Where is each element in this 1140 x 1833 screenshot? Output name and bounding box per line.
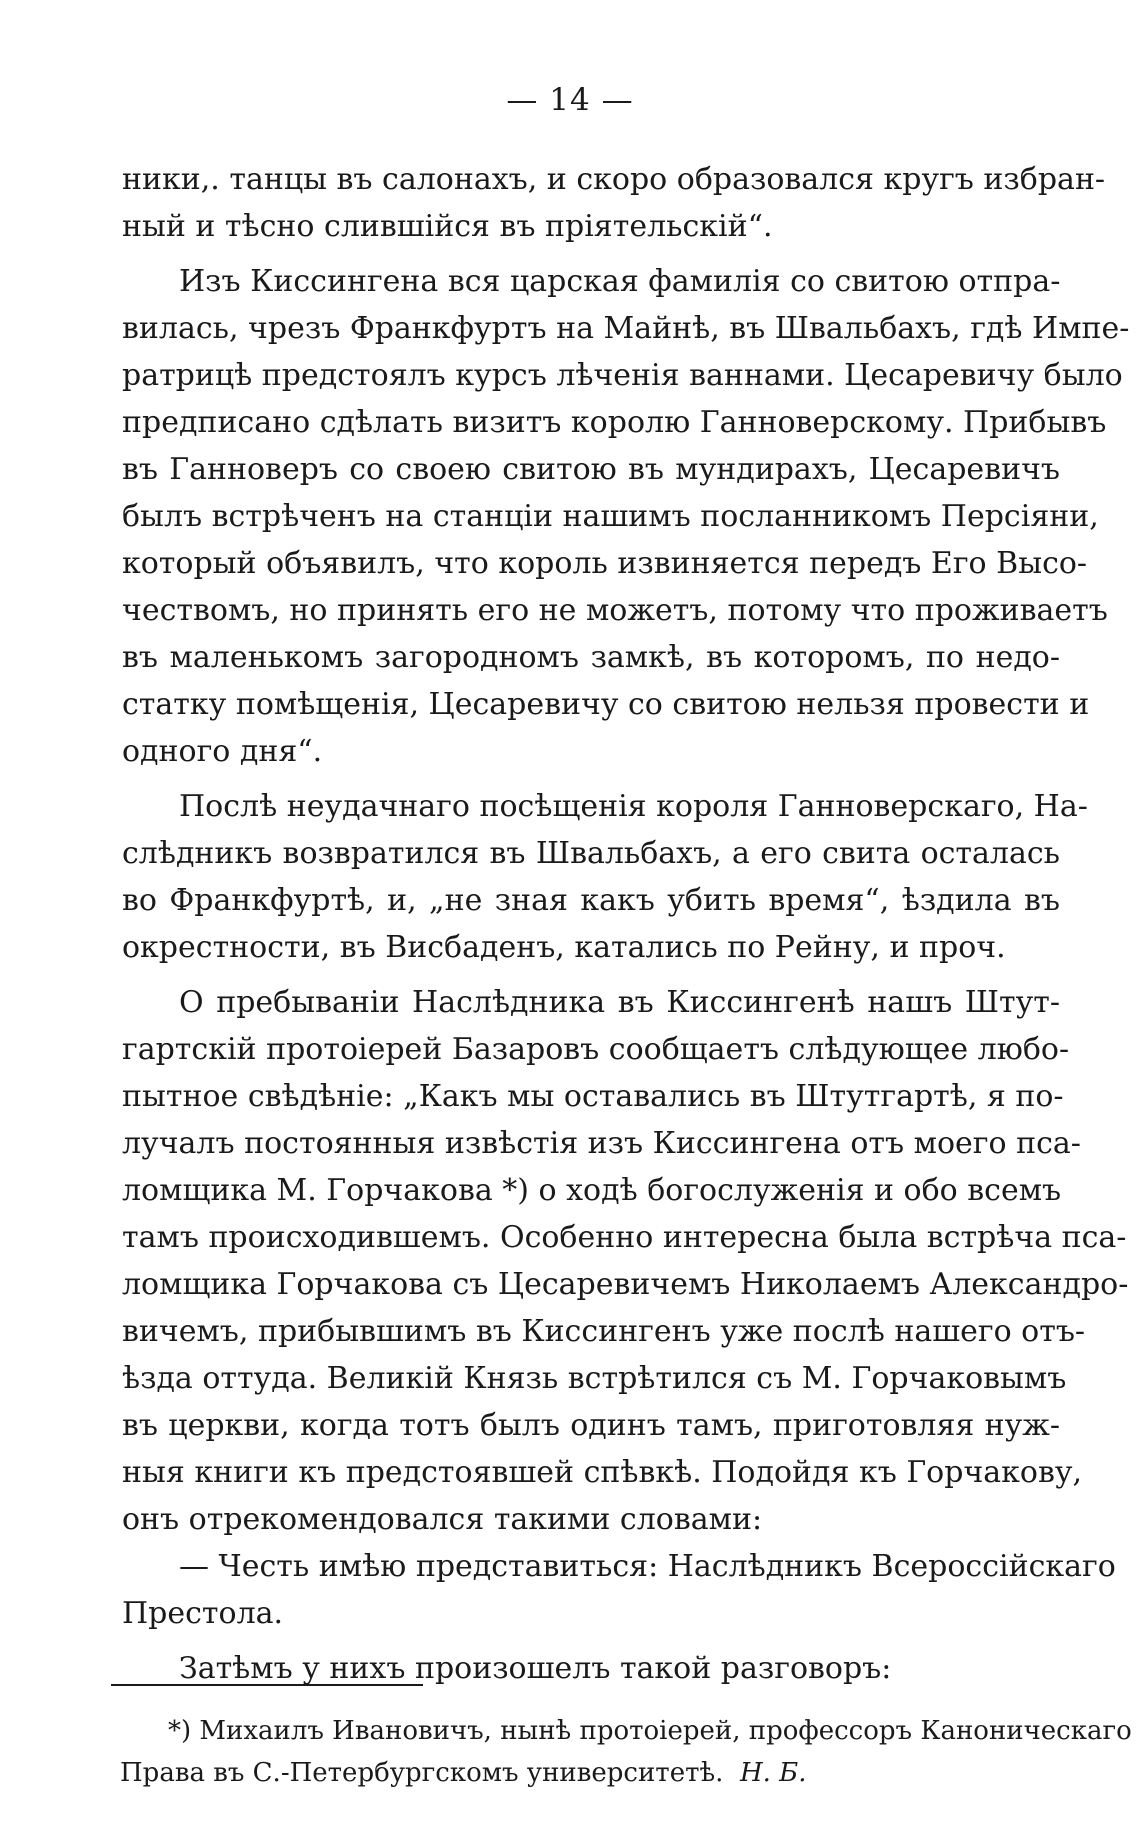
text-line: ныя книги къ предстоявшей спѣвкѣ. Подойдя къ Горчакову,: [122, 1455, 1083, 1490]
footnote-signature: Н. Б.: [739, 1758, 807, 1788]
text-line: который объявилъ, что король извиняется передъ Его Высо-: [122, 546, 1088, 581]
text-line: слѣдникъ возвратился въ Швальбахъ, а его свита осталась: [122, 836, 1060, 871]
text-line: Изъ Киссингена вся царская фамилія со свитою отпра-: [179, 264, 1061, 299]
text-line: Престола.: [122, 1596, 284, 1631]
text-line: во Франкфуртѣ, и, „не зная какъ убить время“, ѣздила въ: [122, 883, 1060, 918]
text-line: ники,. танцы въ салонахъ, и скоро образовался кругъ избран-: [122, 162, 1106, 197]
footnote-text: Права въ С.-Петербургскомъ университетѣ.: [120, 1758, 724, 1788]
page-number: — 14 —: [506, 82, 634, 118]
text-line: въ маленькомъ загородномъ замкѣ, въ которомъ, по недо-: [122, 640, 1060, 675]
footnote: [120, 1710, 1132, 1794]
text-line: предписано сдѣлать визитъ королю Ганноверскому. Прибывъ: [122, 405, 1107, 440]
text-line: въ церкви, когда тотъ былъ одинъ тамъ, приготовляя нуж-: [122, 1408, 1060, 1443]
text-line: ѣзда оттуда. Великій Князь встрѣтился съ М. Горчаковымъ: [122, 1361, 1067, 1396]
text-line: окрестности, въ Висбаденъ, катались по Рейну, и проч.: [122, 930, 1006, 965]
footnote-divider: [111, 1684, 423, 1686]
text-line: гартскій протоіерей Базаровъ сообщаетъ слѣдующее любо-: [122, 1032, 1070, 1067]
text-line: ломщика М. Горчакова *) о ходѣ богослуженія и обо всемъ: [122, 1173, 1062, 1208]
text-line: вилась, чрезъ Франкфуртъ на Майнѣ, въ Швальбахъ, гдѣ Импе-: [122, 311, 1130, 346]
text-line: былъ встрѣченъ на станціи нашимъ посланникомъ Персіяни,: [122, 499, 1099, 534]
text-line: одного дня“.: [122, 734, 323, 769]
text-line: Затѣмъ у нихъ произошелъ такой разговоръ:: [179, 1651, 892, 1686]
main-text: [122, 156, 1130, 1692]
text-line: ный и тѣсно слившійся въ пріятельскій“.: [122, 209, 773, 244]
text-line: — Честь имѣю представиться: Наслѣдникъ Всероссійскаго: [179, 1549, 1116, 1584]
text-line: ломщика Горчакова съ Цесаревичемъ Николаемъ Александро-: [122, 1267, 1129, 1302]
text-line: Послѣ неудачнаго посѣщенія короля Ганноверскаго, На-: [179, 789, 1088, 824]
footnote-line: [120, 1752, 1060, 1794]
text-line: тамъ происходившемъ. Особенно интересна была встрѣча пса-: [122, 1220, 1127, 1255]
text-line: въ Ганноверъ со своею свитою въ мундирахъ, Цесаревичъ: [122, 452, 1060, 487]
text-line: О пребываніи Наслѣдника въ Киссингенѣ нашъ Штут-: [179, 985, 1060, 1020]
text-line: ратрицѣ предстоялъ курсъ лѣченія ваннами. Цесаревичу было: [122, 358, 1123, 393]
text-line: онъ отрекомендовался такими словами:: [122, 1502, 763, 1537]
text-line: статку помѣщенія, Цесаревичу со свитою нельзя провести и: [122, 687, 1090, 722]
text-line: вичемъ, прибывшимъ въ Киссингенъ уже послѣ нашего отъ-: [122, 1314, 1086, 1349]
footnote-line: *) Михаилъ Ивановичъ, нынѣ протоіерей, профессоръ Каноническаго: [168, 1716, 1132, 1746]
text-line: чествомъ, но принять его не можетъ, потому что проживаетъ: [122, 593, 1108, 628]
text-line: пытное свѣдѣніе: „Какъ мы оставались въ Штутгартѣ, я по-: [122, 1079, 1064, 1114]
text-line: лучалъ постоянныя извѣстія изъ Киссингена отъ моего пса-: [122, 1126, 1081, 1161]
